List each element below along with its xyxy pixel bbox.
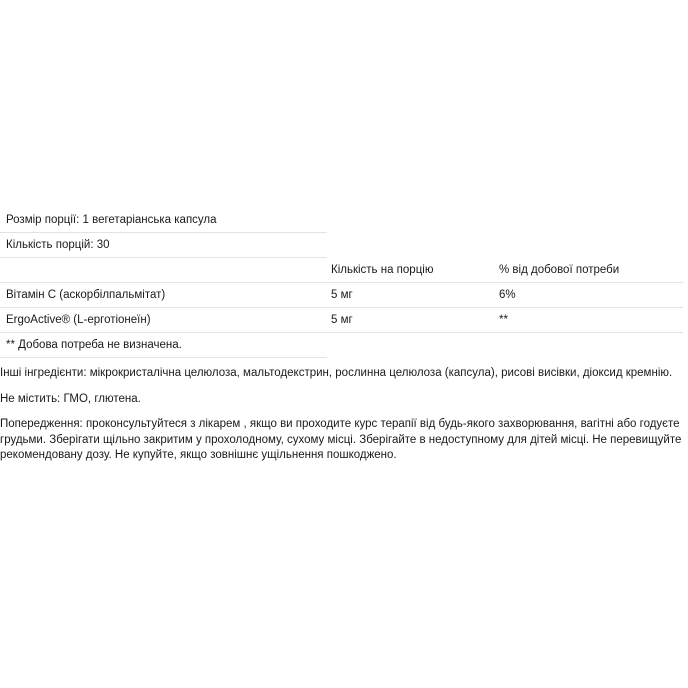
table-header-row [0, 258, 683, 283]
serving-size: Розмір порції: 1 вегетаріанська капсула [6, 214, 217, 226]
nutrient-amount: 5 мг [331, 314, 353, 326]
table-row [0, 283, 683, 308]
footnote-row [0, 333, 327, 358]
nutrient-name: ErgoActive® (L-ерготіонеїн) [6, 314, 151, 326]
nutrient-amount: 5 мг [331, 289, 353, 301]
free-of-statement: Не містить: ГМО, глютена. [0, 392, 141, 405]
warning-text: Попередження: проконсультуйтеся з лікарем , якщо ви проходите курс терапії від будь-якого захворювання, вагітні або годуєте грудьми. Зберігати щільно закритим у прохолодному, сухому місці. Зберігайте в недоступному для дітей місці. Не перевищуйте рекомендовану дозу. Не купуйте, якщо зовнішнє ущільнення пошкоджено. [0, 418, 682, 461]
nutrient-name: Вітамін С (аскорбілпальмітат) [6, 289, 166, 301]
other-ingredients: Інші інгредієнти: мікрокристалічна целюлоза, мальтодекстрин, рослинна целюлоза (капсула), рисові висівки, діоксид кремнію. [0, 367, 673, 379]
product-notes [0, 366, 682, 474]
nutrient-daily-value: ** [499, 314, 508, 326]
nutrient-daily-value: 6% [499, 289, 516, 301]
servings-count-row [0, 233, 327, 258]
footnote: ** Добова потреба не визначена. [6, 339, 182, 351]
header-amount: Кількість на порцію [331, 264, 434, 276]
supplement-facts-table [0, 208, 688, 358]
serving-size-row [0, 208, 327, 233]
table-row [0, 308, 683, 333]
servings-count: Кількість порцій: 30 [6, 239, 110, 251]
header-daily-value: % від добової потреби [499, 264, 620, 276]
